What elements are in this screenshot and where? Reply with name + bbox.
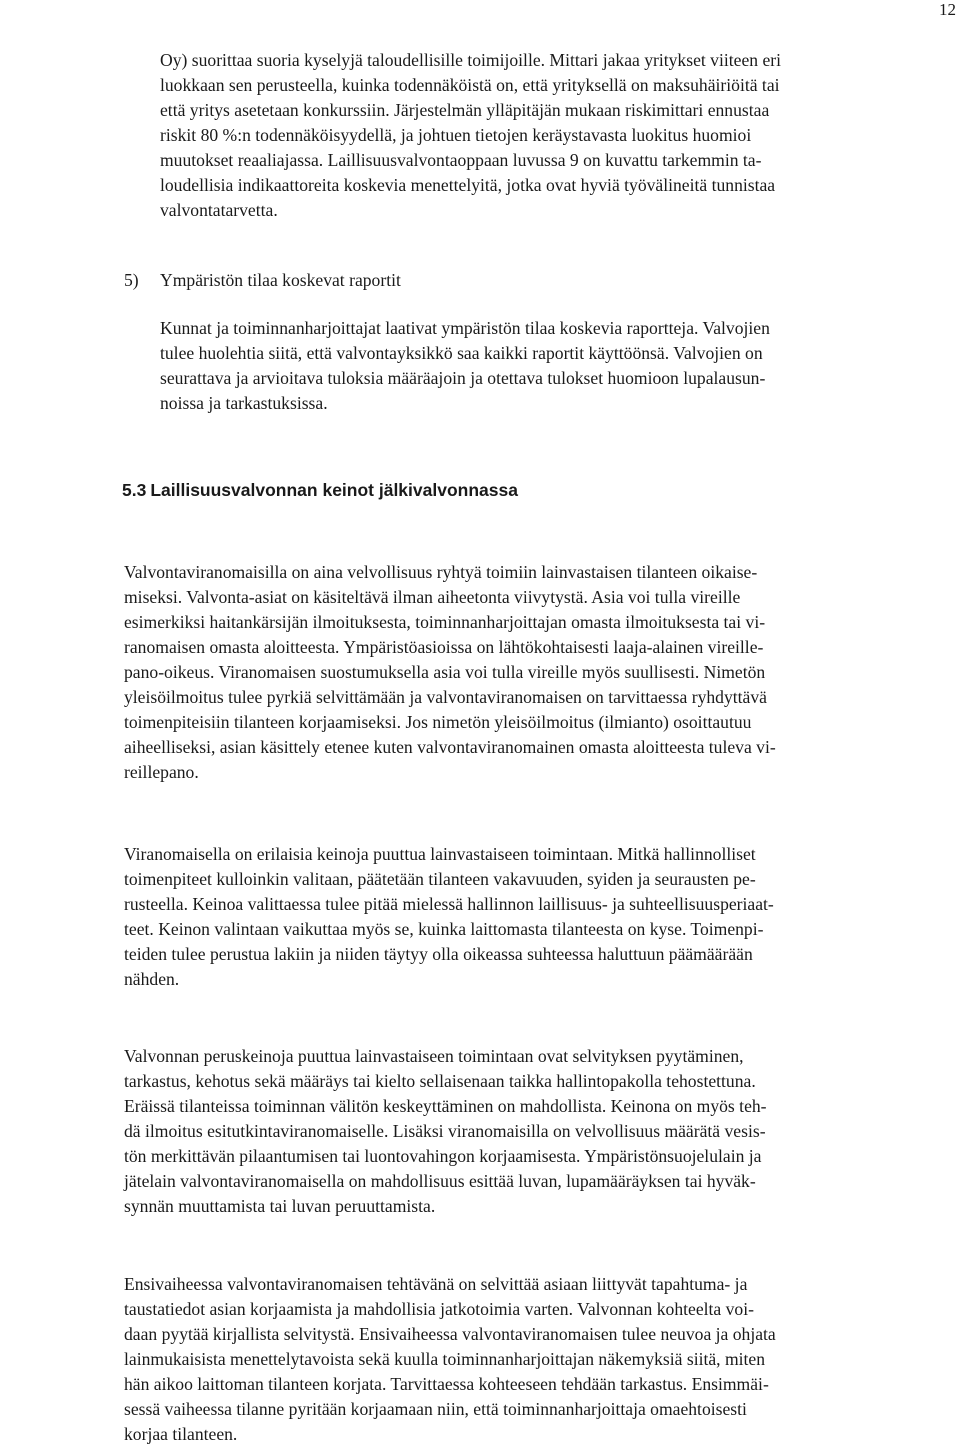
text-line: riskit 80 %:n todennäköisyydellä, ja johtuen tietojen keräystavasta luokitus huomioi <box>160 125 752 145</box>
text-line: aiheelliseksi, asian käsittely etenee kuten valvontaviranomainen omasta aloitteesta tuleva vi- <box>124 737 776 757</box>
text-line: tulee huolehtia siitä, että valvontayksikkö saa kaikki raportit käyttöönsä. Valvojien on <box>160 343 763 363</box>
text-line: noissa ja tarkastuksissa. <box>160 393 328 413</box>
text-line: taustatiedot asian korjaamista ja mahdollisia jatkotoimia varten. Valvonnan kohteelta voi- <box>124 1299 754 1319</box>
text-line: hän aikoo laittoman tilanteen korjata. Tarvittaessa kohteeseen tehdään tarkastus. Ensimmäi- <box>124 1374 769 1394</box>
section-title: Laillisuusvalvonnan keinot jälkivalvonnassa <box>150 480 518 500</box>
text-line: ranomaisen omasta aloitteesta. Ympäristöasioissa on lähtökohtaisesti laaja-alainen vireille- <box>124 637 764 657</box>
text-line: tön merkittävän pilaantumisen tai luontovahingon korjaamisesta. Ympäristönsuojelulain ja <box>124 1146 762 1166</box>
item-title: Ympäristön tilaa koskevat raportit <box>160 270 401 290</box>
text-line: lainmukaisista menettelytavoista sekä kuulla toiminnanharjoittajan näkemyksiä siitä, miten <box>124 1349 766 1369</box>
text-line: yleisöilmoitus tulee pyrkiä selvittämään ja valvontaviranomaisen on tarvittaessa ryhdyttävä <box>124 687 767 707</box>
text-line: Valvonnan peruskeinoja puuttua lainvastaiseen toimintaan ovat selvityksen pyytäminen, <box>124 1046 744 1066</box>
text-line: sessä vaiheessa tilanne pyritään korjaamaan niin, että toiminnanharjoittaja omaehtoisesti <box>124 1399 747 1419</box>
text-line: pano-oikeus. Viranomaisen suostumuksella asia voi tulla vireille myös suullisesti. Nimetön <box>124 662 766 682</box>
text-line: rusteella. Keinoa valittaessa tulee pitää mielessä hallinnon laillisuus- ja suhteellisuusperiaat- <box>124 894 774 914</box>
text-line: teiden tulee perustua lakiin ja niiden täytyy olla oikeassa suhteessa haluttuun päämäärään <box>124 944 753 964</box>
text-line: jätelain valvontaviranomaisella on mahdollisuus esittää luvan, lupamääräyksen tai hyväk- <box>124 1171 756 1191</box>
text-line: teet. Keinon valintaan vaikuttaa myös se, kuinka laittomasta tilanteesta on kyse. Toimenpi- <box>124 919 764 939</box>
text-line: että yritys asetetaan konkurssiin. Järjestelmän ylläpitäjän mukaan riskimittari ennustaa <box>160 100 770 120</box>
text-line: tarkastus, kehotus sekä määräys tai kielto sellaisenaan taikka hallintopakolla tehostettuna. <box>124 1071 756 1091</box>
text-line: nähden. <box>124 969 180 989</box>
text-line: Valvontaviranomaisilla on aina velvollisuus ryhtyä toimiin lainvastaisen tilanteen oikaise- <box>124 562 758 582</box>
text-line: dä ilmoitus esitutkintaviranomaiselle. Lisäksi viranomaisilla on velvollisuus määrätä vesis- <box>124 1121 766 1141</box>
item-number: 5) <box>124 270 139 290</box>
text-line: korjaa tilanteen. <box>124 1424 238 1444</box>
text-line: valvontatarvetta. <box>160 200 278 220</box>
section-number: 5.3 <box>122 480 147 500</box>
text-line: daan pyytää kirjallista selvitystä. Ensivaiheessa valvontaviranomaisen tulee neuvoa ja ohjata <box>124 1324 776 1344</box>
text-line: Oy) suorittaa suoria kyselyjä taloudellisille toimijoille. Mittari jakaa yritykset viiteen eri <box>160 50 782 70</box>
text-line: luokkaan sen perusteella, kuinka todennäköistä on, että yrityksellä on maksuhäiriöitä tai <box>160 75 780 95</box>
page-number: 12 <box>939 0 956 19</box>
text-line: toimenpiteet kulloinkin valitaan, päätetään tilanteen vakavuuden, syiden ja seurausten pe- <box>124 869 756 889</box>
item-5-heading <box>124 268 401 292</box>
section-heading <box>124 478 518 502</box>
text-line: seurattava ja arvioitava tuloksia määräajoin ja otettava tulokset huomioon lupalausun- <box>160 368 766 388</box>
text-line: muutokset reaaliajassa. Laillisuusvalvontaoppaan luvussa 9 on kuvattu tarkemmin ta- <box>160 150 762 170</box>
text-line: Viranomaisella on erilaisia keinoja puuttua lainvastaiseen toimintaan. Mitkä hallinnolliset <box>124 844 756 864</box>
text-line: loudellisia indikaattoreita koskevia menettelyitä, jotka ovat hyviä työvälineitä tunnistaa <box>160 175 776 195</box>
text-line: miseksi. Valvonta-asiat on käsiteltävä ilman aiheetonta viivytystä. Asia voi tulla vireille <box>124 587 741 607</box>
text-line: esimerkiksi haitankärsijän ilmoituksesta, toiminnanharjoittajan omasta ilmoituksesta tai vi- <box>124 612 766 632</box>
text-line: Eräissä tilanteissa toiminnan välitön keskeyttäminen on mahdollista. Keinona on myös teh- <box>124 1096 767 1116</box>
text-line: reillepano. <box>124 762 199 782</box>
text-line: Ensivaiheessa valvontaviranomaisen tehtävänä on selvittää asiaan liittyvät tapahtuma- ja <box>124 1274 748 1294</box>
text-line: Kunnat ja toiminnanharjoittajat laativat ympäristön tilaa koskevia raportteja. Valvojien <box>160 318 770 338</box>
text-line: synnän muuttamista tai luvan peruuttamista. <box>124 1196 436 1216</box>
text-line: toimenpiteisiin tilanteen korjaamiseksi. Jos nimetön yleisöilmoitus (ilmianto) osoittautuu <box>124 712 752 732</box>
